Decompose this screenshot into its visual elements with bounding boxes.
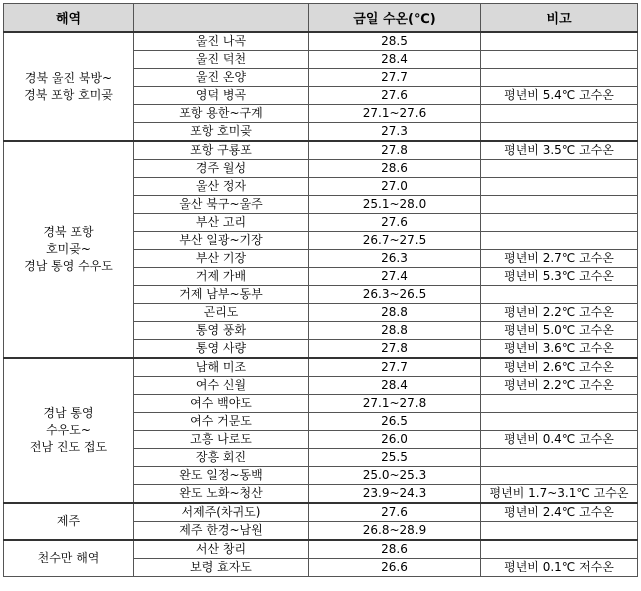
- note-cell: 평년비 2.6℃ 고수온: [481, 358, 638, 377]
- note-cell: [481, 449, 638, 467]
- site-cell: 서제주(차귀도): [134, 503, 309, 522]
- region-line: 호미곶~: [46, 242, 91, 256]
- temperature-cell: 23.9~24.3: [309, 485, 481, 504]
- temperature-cell: 26.5: [309, 413, 481, 431]
- region-cell: [4, 32, 134, 141]
- site-cell: 완도 노화~청산: [134, 485, 309, 504]
- site-cell: 여수 백야도: [134, 395, 309, 413]
- site-cell: 여수 신월: [134, 377, 309, 395]
- table-row: [4, 540, 638, 559]
- region-line: 천수만 해역: [37, 551, 100, 565]
- site-cell: 경주 월성: [134, 160, 309, 178]
- site-cell: 포항 구룡포: [134, 141, 309, 160]
- note-cell: [481, 214, 638, 232]
- temperature-cell: 27.6: [309, 87, 481, 105]
- temperature-cell: 26.0: [309, 431, 481, 449]
- temperature-cell: 28.5: [309, 32, 481, 51]
- site-cell: 울진 온양: [134, 69, 309, 87]
- note-cell: 평년비 5.3℃ 고수온: [481, 268, 638, 286]
- temperature-cell: 26.8~28.9: [309, 522, 481, 541]
- note-cell: [481, 413, 638, 431]
- site-cell: 부산 고리: [134, 214, 309, 232]
- note-cell: 평년비 2.2℃ 고수온: [481, 304, 638, 322]
- note-cell: [481, 232, 638, 250]
- site-cell: 부산 일광~기장: [134, 232, 309, 250]
- site-cell: 포항 호미곶: [134, 123, 309, 142]
- site-cell: 완도 일정~동백: [134, 467, 309, 485]
- site-cell: 통영 풍화: [134, 322, 309, 340]
- site-cell: 부산 기장: [134, 250, 309, 268]
- header-note: 비고: [481, 4, 638, 33]
- temperature-cell: 27.6: [309, 214, 481, 232]
- note-cell: [481, 286, 638, 304]
- header-temp: 금일 수온(℃): [309, 4, 481, 33]
- temperature-cell: 28.8: [309, 304, 481, 322]
- note-cell: [481, 467, 638, 485]
- note-cell: [481, 540, 638, 559]
- site-cell: 포항 용한~구계: [134, 105, 309, 123]
- note-cell: [481, 105, 638, 123]
- note-cell: 평년비 0.1℃ 저수온: [481, 559, 638, 577]
- region-line: 제주: [56, 514, 81, 528]
- note-cell: [481, 178, 638, 196]
- temperature-cell: 27.8: [309, 141, 481, 160]
- sea-temperature-table: [3, 3, 638, 577]
- note-cell: [481, 123, 638, 142]
- site-cell: 거제 남부~동부: [134, 286, 309, 304]
- temperature-cell: 26.7~27.5: [309, 232, 481, 250]
- site-cell: 고흥 나로도: [134, 431, 309, 449]
- site-cell: 보령 효자도: [134, 559, 309, 577]
- temperature-cell: 27.0: [309, 178, 481, 196]
- site-cell: 울진 나곡: [134, 32, 309, 51]
- region-line: 경남 통영 수우도: [24, 259, 113, 273]
- site-cell: 남해 미조: [134, 358, 309, 377]
- region-cell: [4, 503, 134, 540]
- note-cell: [481, 395, 638, 413]
- site-cell: 울산 북구~울주: [134, 196, 309, 214]
- note-cell: [481, 160, 638, 178]
- temperature-cell: 25.1~28.0: [309, 196, 481, 214]
- temperature-cell: 27.7: [309, 358, 481, 377]
- region-line: 경북 울진 북방~: [24, 70, 113, 85]
- note-cell: 평년비 0.4℃ 고수온: [481, 431, 638, 449]
- table-row: [4, 358, 638, 377]
- temperature-cell: 25.5: [309, 449, 481, 467]
- header-site: [134, 4, 309, 33]
- site-cell: 영덕 병곡: [134, 87, 309, 105]
- note-cell: 평년비 3.5℃ 고수온: [481, 141, 638, 160]
- table-row: [4, 32, 638, 51]
- table-body: [4, 32, 638, 577]
- temperature-cell: 28.8: [309, 322, 481, 340]
- site-cell: 울진 덕천: [134, 51, 309, 69]
- temperature-cell: 26.3: [309, 250, 481, 268]
- note-cell: 평년비 2.7℃ 고수온: [481, 250, 638, 268]
- temperature-cell: 26.3~26.5: [309, 286, 481, 304]
- region-line: 전남 진도 접도: [29, 440, 108, 454]
- temperature-cell: 27.6: [309, 503, 481, 522]
- temperature-cell: 27.3: [309, 123, 481, 142]
- temperature-cell: 28.6: [309, 160, 481, 178]
- table-row: [4, 141, 638, 160]
- region-cell: [4, 358, 134, 503]
- region-cell: [4, 540, 134, 577]
- note-cell: 평년비 1.7~3.1℃ 고수온: [481, 485, 638, 504]
- temperature-cell: 25.0~25.3: [309, 467, 481, 485]
- note-cell: 평년비 5.4℃ 고수온: [481, 87, 638, 105]
- header-region: 해역: [4, 4, 134, 33]
- temperature-cell: 26.6: [309, 559, 481, 577]
- site-cell: 통영 사량: [134, 340, 309, 359]
- note-cell: [481, 32, 638, 51]
- table-row: [4, 503, 638, 522]
- table-header: [4, 4, 638, 33]
- region-line: 수우도~: [46, 423, 91, 437]
- header-row: [4, 4, 638, 33]
- note-cell: [481, 522, 638, 541]
- note-cell: [481, 69, 638, 87]
- note-cell: [481, 196, 638, 214]
- region-line: 경북 포항: [43, 225, 94, 239]
- temperature-cell: 27.1~27.8: [309, 395, 481, 413]
- note-cell: 평년비 5.0℃ 고수온: [481, 322, 638, 340]
- note-cell: 평년비 3.6℃ 고수온: [481, 340, 638, 359]
- site-cell: 장흥 회진: [134, 449, 309, 467]
- temperature-cell: 27.8: [309, 340, 481, 359]
- note-cell: 평년비 2.2℃ 고수온: [481, 377, 638, 395]
- site-cell: 여수 거문도: [134, 413, 309, 431]
- temperature-cell: 27.1~27.6: [309, 105, 481, 123]
- note-cell: 평년비 2.4℃ 고수온: [481, 503, 638, 522]
- note-cell: [481, 51, 638, 69]
- region-cell: [4, 141, 134, 358]
- site-cell: 거제 가배: [134, 268, 309, 286]
- site-cell: 제주 한경~남원: [134, 522, 309, 541]
- region-line: 경북 포항 호미곶: [24, 87, 113, 102]
- region-line: 경남 통영: [43, 406, 94, 420]
- temperature-cell: 28.6: [309, 540, 481, 559]
- temperature-cell: 27.4: [309, 268, 481, 286]
- site-cell: 울산 정자: [134, 178, 309, 196]
- site-cell: 서산 창리: [134, 540, 309, 559]
- temperature-cell: 28.4: [309, 377, 481, 395]
- site-cell: 곤리도: [134, 304, 309, 322]
- temperature-cell: 27.7: [309, 69, 481, 87]
- temperature-cell: 28.4: [309, 51, 481, 69]
